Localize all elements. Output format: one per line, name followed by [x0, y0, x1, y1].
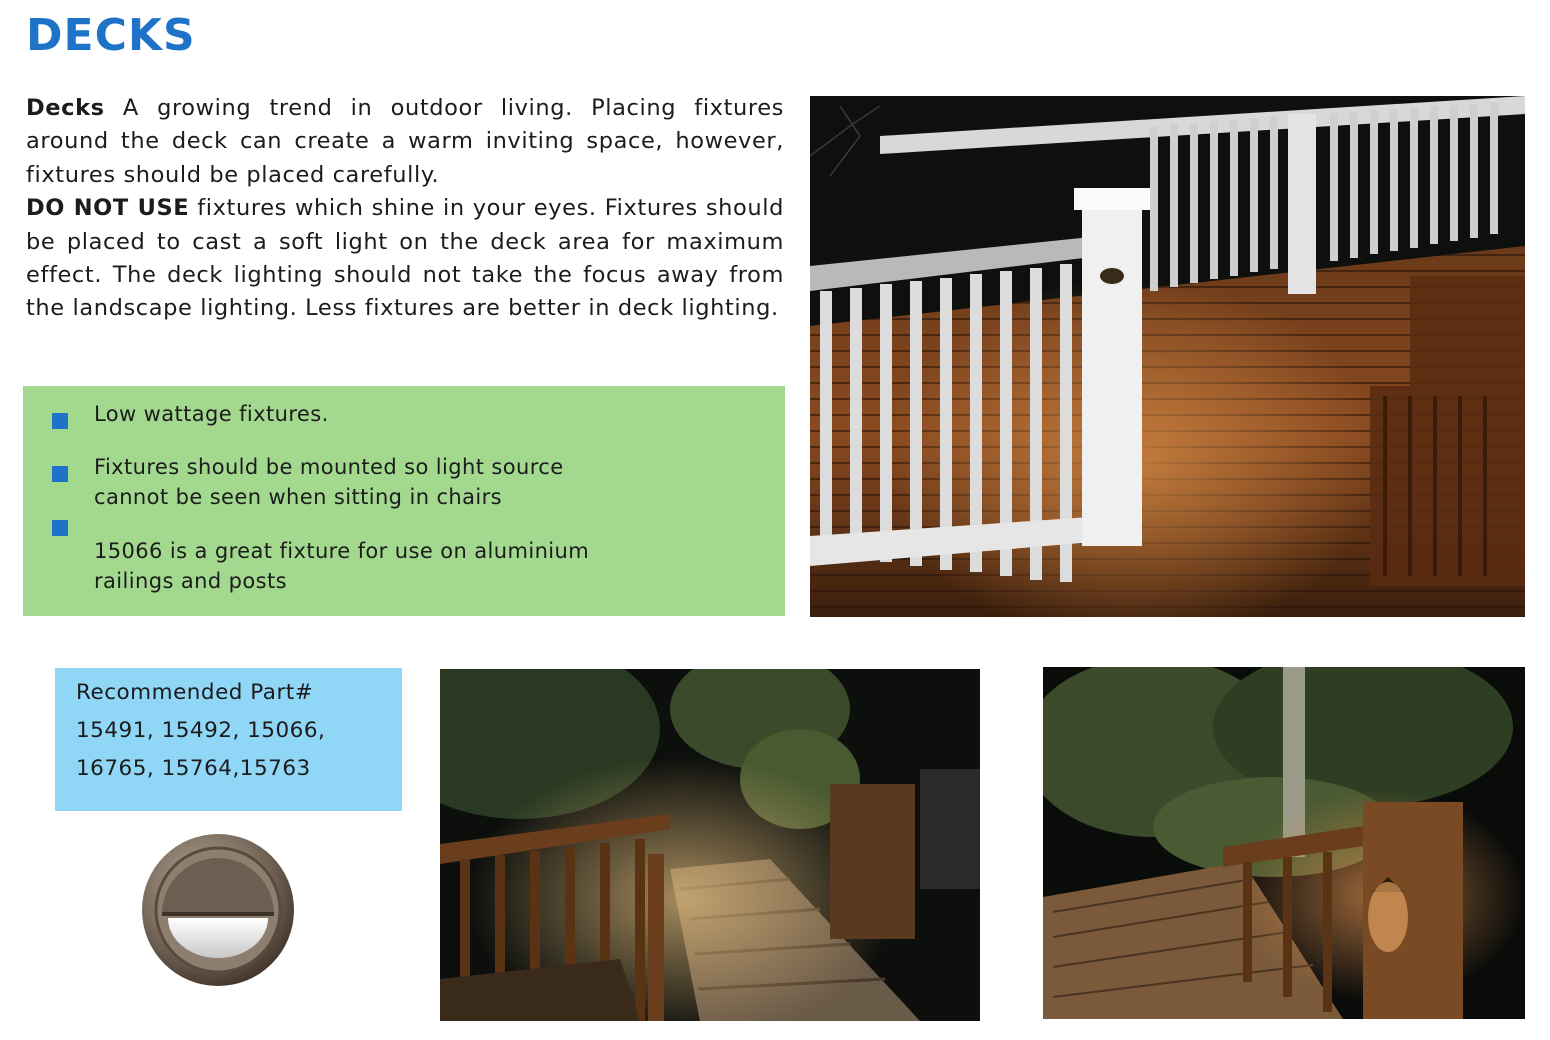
- intro-lead-text: A growing trend in outdoor living. Placing fixtures around the deck can create a warm inviting space, however, fixtures should be placed carefully.: [26, 95, 784, 188]
- deck-railing-photo: [810, 96, 1525, 617]
- bullet-square-icon: [52, 520, 68, 536]
- intro-warning-text: fixtures which shine in your eyes. Fixtures should be placed to cast a soft light on the deck area for maximum effect. The deck lighting should not take the focus away from the landscape lighting. Less fixtures are better in deck lighting.: [26, 195, 784, 322]
- tip-line: Fixtures should be mounted so light source: [94, 455, 564, 479]
- tip-item: [94, 536, 589, 596]
- tip-line: railings and posts: [94, 569, 287, 593]
- parts-line: 15491, 15492, 15066,: [76, 718, 326, 743]
- parts-line: 16765, 15764,15763: [76, 756, 311, 781]
- bullet-square-icon: [52, 413, 68, 429]
- tip-item: [94, 452, 564, 512]
- parts-heading: Recommended Part#: [76, 680, 314, 705]
- tip-item: [94, 399, 329, 429]
- tip-line: Low wattage fixtures.: [94, 402, 329, 426]
- boardwalk-photo: [1043, 667, 1525, 1019]
- recommended-parts-box: [55, 668, 402, 811]
- deck-stairs-photo: [440, 669, 980, 1021]
- intro-lead-bold: Decks: [26, 95, 105, 121]
- tip-line: cannot be seen when sitting in chairs: [94, 485, 503, 509]
- bullet-square-icon: [52, 466, 68, 482]
- step-light-fixture-image: [138, 830, 298, 990]
- intro-paragraph: [26, 92, 784, 326]
- page-title: DECKS: [26, 10, 196, 61]
- intro-warning-bold: DO NOT USE: [26, 195, 190, 222]
- tips-box: [23, 386, 785, 616]
- tip-line: 15066 is a great fixture for use on aluminium: [94, 539, 590, 563]
